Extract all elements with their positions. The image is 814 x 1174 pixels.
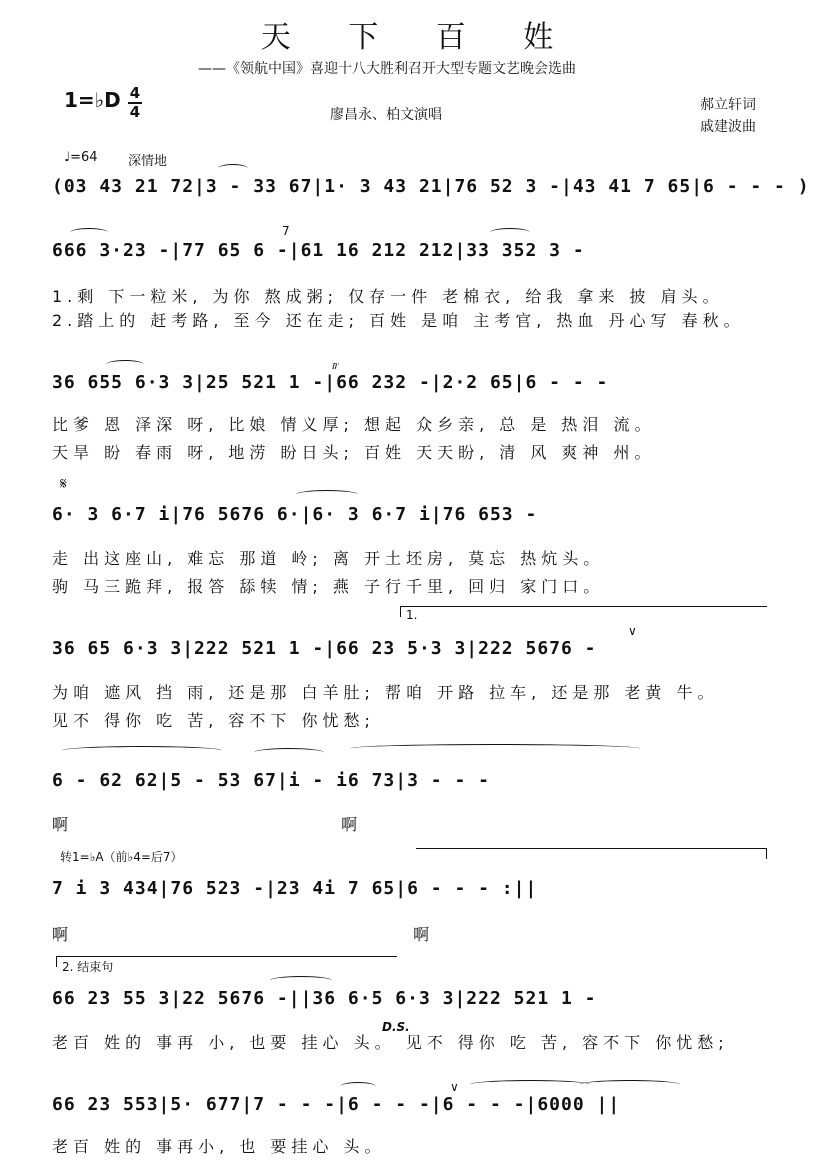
music-line-2: 666 3·23 -|77 65 6 -|61 16 212 212|33 352 3 - xyxy=(52,240,585,261)
meter-bottom: 4 xyxy=(129,103,141,121)
segno-sign: 𝄋 xyxy=(60,474,67,493)
lyric-verse-2: 2.踏上的 赶考路, 至今 还在走; 百姓 是咱 主考官, 热血 丹心写 春秋。 xyxy=(52,311,745,330)
volta-1-label: 1. xyxy=(406,608,418,622)
breath-mark: ∨ xyxy=(450,1080,459,1094)
key-signature: 1=♭D xyxy=(64,88,121,112)
slur xyxy=(70,228,108,237)
lyric-verse-1: 走 出这座山, 难忘 那道 岭; 离 开土坯房, 莫忘 热炕头。 xyxy=(52,549,605,568)
slur xyxy=(490,228,530,237)
song-subtitle: ——《领航中国》喜迎十八大胜利召开大型专题文艺晚会选曲 xyxy=(198,61,576,77)
credits xyxy=(700,94,756,138)
lyric-verse-1: 为咱 遮风 挡 雨, 还是那 白羊肚; 帮咱 开路 拉车, 还是那 老黄 牛。 xyxy=(52,683,719,702)
volta-bracket-1 xyxy=(400,606,767,617)
performers: 廖昌永、柏文演唱 xyxy=(330,107,442,123)
breath-mark: ∨ xyxy=(628,624,637,638)
music-line-3: 36 655 6·3 3|25 521 1 -|66 232 -|2·2 65|6 - - - xyxy=(52,372,609,393)
lyricist: 郝立轩词 xyxy=(700,97,756,113)
meter-top: 4 xyxy=(129,84,141,102)
slur xyxy=(254,748,324,757)
mordent-mark: 𝆖 xyxy=(332,358,339,372)
lyric-verse-2: 驹 马三跪拜, 报答 舔犊 情; 燕 子行千里, 回归 家门口。 xyxy=(52,577,605,596)
volta-2-label: 2. 结束句 xyxy=(62,960,114,974)
lyric-verse-2: 天旱 盼 春雨 呀, 地涝 盼日头; 百姓 天天盼, 清 风 爽神 州。 xyxy=(52,443,656,462)
music-line-8: 66 23 55 3|22 5676 -||36 6·5 6·3 3|222 521 1 - xyxy=(52,988,597,1009)
slur xyxy=(470,1080,590,1089)
modulation-mark: 转1=♭A（前♭4=后7） xyxy=(60,850,183,864)
grace-note: 7 xyxy=(282,224,290,238)
music-line-5: 36 65 6·3 3|222 521 1 -|66 23 5·3 3|222 5676 - xyxy=(52,638,597,659)
music-line-1: (03 43 21 72|3 - 33 67|1· 3 43 21|76 52 3 -|43 41 7 65|6 - - - ) xyxy=(52,176,810,197)
music-line-7: 7 i 3 434|76 523 -|23 4i 7 65|6 - - - :|| xyxy=(52,878,538,899)
lyric-line-7: 啊 啊 xyxy=(52,925,435,944)
bracket xyxy=(416,848,767,859)
slur xyxy=(350,744,640,753)
music-line-4: 6· 3 6·7 i|76 5676 6·|6· 3 6·7 i|76 653 - xyxy=(52,504,538,525)
lyric-verse-1: 1.剩 下一粒米, 为你 熬成粥; 仅存一件 老棉衣, 给我 拿来 披 肩头。 xyxy=(52,287,724,306)
lyric-verse-2: 见不 得你 吃 苦, 容不下 你忧愁; xyxy=(52,711,375,730)
slur xyxy=(106,360,144,369)
song-title: 天 下 百 姓 xyxy=(260,20,578,55)
lyric-line-8: 老百 姓的 事再 小, 也要 挂心 头。 见不 得你 吃 苦, 容不下 你忧愁; xyxy=(52,1033,729,1052)
slur xyxy=(580,1080,680,1089)
expression-marking: 深情地 xyxy=(128,154,168,169)
time-signature xyxy=(128,86,142,120)
composer: 戚建波曲 xyxy=(700,119,756,135)
music-line-9: 66 23 553|5· 677|7 - - -|6 - - -|6 - - -|6000 || xyxy=(52,1094,621,1115)
slur xyxy=(296,490,358,499)
slur xyxy=(218,164,248,173)
lyric-line-6: 啊 啊 xyxy=(52,815,363,834)
lyric-verse-1: 比爹 恩 泽深 呀, 比娘 情义厚; 想起 众乡亲, 总 是 热泪 流。 xyxy=(52,415,656,434)
music-line-6: 6 - 62 62|5 - 53 67|i - i6 73|3 - - - xyxy=(52,770,490,791)
slur xyxy=(340,1082,376,1091)
slur xyxy=(62,746,222,755)
tempo-marking: ♩=64 xyxy=(64,150,98,165)
lyric-line-9: 老百 姓的 事再小, 也 要挂心 头。 xyxy=(52,1137,386,1156)
slur xyxy=(270,976,332,985)
dal-segno: D.S. xyxy=(382,1020,410,1034)
